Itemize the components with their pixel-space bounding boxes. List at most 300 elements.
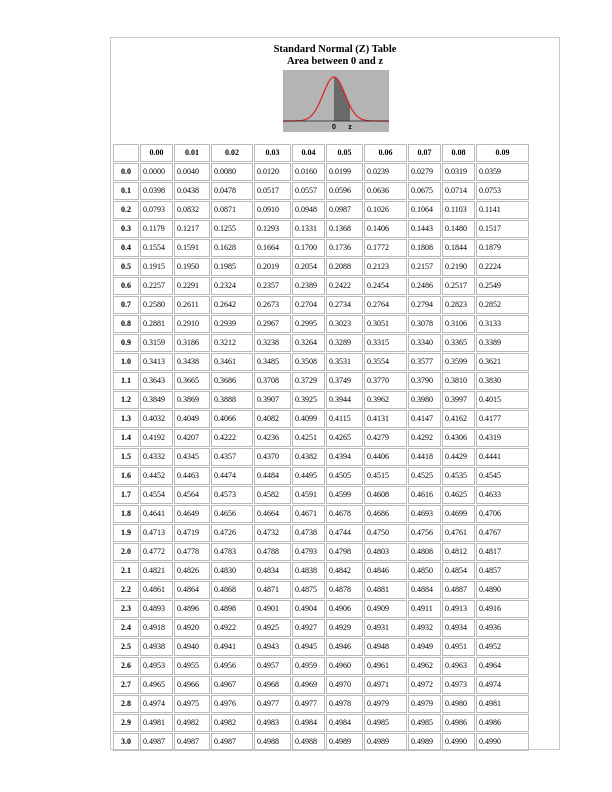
table-cell: 0.1591 (174, 239, 210, 257)
table-row (113, 581, 529, 599)
table-cell: 0.2673 (254, 296, 291, 314)
table-cell: 0.1179 (140, 220, 173, 238)
table-cell: 0.4989 (408, 733, 441, 751)
table-cell: 0.3289 (326, 334, 363, 352)
table-cell: 0.4719 (174, 524, 210, 542)
row-header: 2.5 (113, 638, 139, 656)
table-cell: 0.3461 (211, 353, 253, 371)
table-cell: 0.3770 (364, 372, 407, 390)
table-cell: 0.1808 (408, 239, 441, 257)
table-cell: 0.4744 (326, 524, 363, 542)
table-cell: 0.1064 (408, 201, 441, 219)
table-cell: 0.2224 (476, 258, 529, 276)
table-cell: 0.3365 (442, 334, 475, 352)
table-cell: 0.0832 (174, 201, 210, 219)
table-row (113, 695, 529, 713)
table-cell: 0.4236 (254, 429, 291, 447)
table-cell: 0.4966 (174, 676, 210, 694)
table-cell: 0.4987 (140, 733, 173, 751)
table-cell: 0.3980 (408, 391, 441, 409)
table-cell: 0.4969 (292, 676, 325, 694)
table-cell: 0.4929 (326, 619, 363, 637)
table-cell: 0.4756 (408, 524, 441, 542)
table-cell: 0.4798 (326, 543, 363, 561)
table-cell: 0.0279 (408, 163, 441, 181)
row-header: 2.1 (113, 562, 139, 580)
table-cell: 0.4988 (254, 733, 291, 751)
table-cell: 0.4525 (408, 467, 441, 485)
row-header: 0.4 (113, 239, 139, 257)
table-cell: 0.4922 (211, 619, 253, 637)
table-cell: 0.4968 (254, 676, 291, 694)
table-cell: 0.4934 (442, 619, 475, 637)
table-cell: 0.3888 (211, 391, 253, 409)
row-header: 0.2 (113, 201, 139, 219)
row-header: 0.0 (113, 163, 139, 181)
table-cell: 0.4066 (211, 410, 253, 428)
table-cell: 0.0080 (211, 163, 253, 181)
table-cell: 0.4463 (174, 467, 210, 485)
table-row (113, 372, 529, 390)
table-cell: 0.4608 (364, 486, 407, 504)
table-cell: 0.4878 (326, 581, 363, 599)
table-cell: 0.3133 (476, 315, 529, 333)
table-cell: 0.4686 (364, 505, 407, 523)
table-row (113, 315, 529, 333)
table-cell: 0.1736 (326, 239, 363, 257)
table-cell: 0.4963 (442, 657, 475, 675)
table-row (113, 182, 529, 200)
table-cell: 0.2967 (254, 315, 291, 333)
table-cell: 0.0239 (364, 163, 407, 181)
table-cell: 0.4952 (476, 638, 529, 656)
row-header: 1.7 (113, 486, 139, 504)
table-cell: 0.4881 (364, 581, 407, 599)
table-cell: 0.2054 (292, 258, 325, 276)
table-cell: 0.4925 (254, 619, 291, 637)
table-cell: 0.0987 (326, 201, 363, 219)
table-cell: 0.3485 (254, 353, 291, 371)
table-row (113, 733, 529, 751)
table-cell: 0.0793 (140, 201, 173, 219)
table-cell: 0.0160 (292, 163, 325, 181)
table-cell: 0.4884 (408, 581, 441, 599)
table-cell: 0.2422 (326, 277, 363, 295)
table-cell: 0.4983 (254, 714, 291, 732)
table-cell: 0.4441 (476, 448, 529, 466)
table-cell: 0.2324 (211, 277, 253, 295)
table-cell: 0.1879 (476, 239, 529, 257)
column-header: 0.09 (476, 144, 529, 162)
table-cell: 0.4382 (292, 448, 325, 466)
table-cell: 0.4582 (254, 486, 291, 504)
table-cell: 0.4115 (326, 410, 363, 428)
table-cell: 0.1950 (174, 258, 210, 276)
table-cell: 0.4978 (326, 695, 363, 713)
table-cell: 0.4649 (174, 505, 210, 523)
table-cell: 0.3749 (326, 372, 363, 390)
table-cell: 0.1406 (364, 220, 407, 238)
table-cell: 0.4838 (292, 562, 325, 580)
table-cell: 0.1700 (292, 239, 325, 257)
table-cell: 0.4982 (174, 714, 210, 732)
table-cell: 0.4803 (364, 543, 407, 561)
table-row (113, 505, 529, 523)
table-cell: 0.3997 (442, 391, 475, 409)
table-cell: 0.4984 (326, 714, 363, 732)
table-cell: 0.4967 (211, 676, 253, 694)
table-cell: 0.4945 (292, 638, 325, 656)
table-row (113, 657, 529, 675)
table-cell: 0.4554 (140, 486, 173, 504)
table-cell: 0.0871 (211, 201, 253, 219)
table-cell: 0.2734 (326, 296, 363, 314)
table-cell: 0.1368 (326, 220, 363, 238)
table-cell: 0.0517 (254, 182, 291, 200)
table-cell: 0.4986 (476, 714, 529, 732)
table-cell: 0.4913 (442, 600, 475, 618)
row-header: 3.0 (113, 733, 139, 751)
table-cell: 0.0636 (364, 182, 407, 200)
table-row (113, 353, 529, 371)
table-cell: 0.4332 (140, 448, 173, 466)
table-cell: 0.4861 (140, 581, 173, 599)
table-cell: 0.3830 (476, 372, 529, 390)
table-cell: 0.4974 (140, 695, 173, 713)
table-cell: 0.4099 (292, 410, 325, 428)
row-header: 1.4 (113, 429, 139, 447)
z-label: z (348, 124, 352, 131)
table-cell: 0.1985 (211, 258, 253, 276)
table-cell: 0.3907 (254, 391, 291, 409)
table-cell: 0.4911 (408, 600, 441, 618)
table-cell: 0.3962 (364, 391, 407, 409)
table-cell: 0.4949 (408, 638, 441, 656)
table-cell: 0.4616 (408, 486, 441, 504)
table-cell: 0.4979 (364, 695, 407, 713)
table-cell: 0.4693 (408, 505, 441, 523)
table-cell: 0.4948 (364, 638, 407, 656)
table-cell: 0.1772 (364, 239, 407, 257)
table-cell: 0.4573 (211, 486, 253, 504)
table-cell: 0.1915 (140, 258, 173, 276)
table-row (113, 239, 529, 257)
table-cell: 0.4772 (140, 543, 173, 561)
table-cell: 0.4959 (292, 657, 325, 675)
table-cell: 0.4131 (364, 410, 407, 428)
table-cell: 0.4988 (292, 733, 325, 751)
table-cell: 0.4495 (292, 467, 325, 485)
table-body (113, 163, 529, 751)
table-cell: 0.3708 (254, 372, 291, 390)
table-cell: 0.1664 (254, 239, 291, 257)
table-cell: 0.4956 (211, 657, 253, 675)
table-cell: 0.4394 (326, 448, 363, 466)
table-cell: 0.4976 (211, 695, 253, 713)
table-cell: 0.3790 (408, 372, 441, 390)
table-cell: 0.4429 (442, 448, 475, 466)
column-header: 0.01 (174, 144, 210, 162)
table-cell: 0.3051 (364, 315, 407, 333)
row-header: 1.2 (113, 391, 139, 409)
table-cell: 0.4981 (476, 695, 529, 713)
table-row (113, 638, 529, 656)
table-row (113, 296, 529, 314)
table-cell: 0.4251 (292, 429, 325, 447)
table-cell: 0.1255 (211, 220, 253, 238)
column-header: 0.05 (326, 144, 363, 162)
table-cell: 0.4484 (254, 467, 291, 485)
table-cell: 0.4207 (174, 429, 210, 447)
table-cell: 0.4970 (326, 676, 363, 694)
table-cell: 0.4984 (292, 714, 325, 732)
table-title: Standard Normal (Z) Table (273, 44, 397, 55)
table-cell: 0.4793 (292, 543, 325, 561)
table-cell: 0.1517 (476, 220, 529, 238)
table-cell: 0.4788 (254, 543, 291, 561)
row-header: 2.9 (113, 714, 139, 732)
table-cell: 0.4955 (174, 657, 210, 675)
table-cell: 0.4192 (140, 429, 173, 447)
table-cell: 0.4943 (254, 638, 291, 656)
table-row (113, 524, 529, 542)
table-cell: 0.4987 (211, 733, 253, 751)
table-cell: 0.2704 (292, 296, 325, 314)
header-row (113, 144, 529, 162)
table-cell: 0.0000 (140, 163, 173, 181)
table-cell: 0.4909 (364, 600, 407, 618)
table-cell: 0.3186 (174, 334, 210, 352)
table-cell: 0.4868 (211, 581, 253, 599)
table-cell: 0.4936 (476, 619, 529, 637)
table-cell: 0.4990 (476, 733, 529, 751)
table-cell: 0.4345 (174, 448, 210, 466)
table-cell: 0.4292 (408, 429, 441, 447)
table-cell: 0.3159 (140, 334, 173, 352)
table-cell: 0.4564 (174, 486, 210, 504)
table-cell: 0.3531 (326, 353, 363, 371)
row-header: 2.3 (113, 600, 139, 618)
table-cell: 0.4812 (442, 543, 475, 561)
table-cell: 0.4162 (442, 410, 475, 428)
table-cell: 0.4049 (174, 410, 210, 428)
table-cell: 0.4032 (140, 410, 173, 428)
table-row (113, 220, 529, 238)
table-cell: 0.0714 (442, 182, 475, 200)
table-cell: 0.4974 (476, 676, 529, 694)
table-cell: 0.0438 (174, 182, 210, 200)
table-cell: 0.0199 (326, 163, 363, 181)
table-cell: 0.1443 (408, 220, 441, 238)
table-cell: 0.4985 (408, 714, 441, 732)
z-table-frame (110, 37, 560, 750)
table-cell: 0.4875 (292, 581, 325, 599)
table-cell: 0.3665 (174, 372, 210, 390)
table-cell: 0.4808 (408, 543, 441, 561)
table-cell: 0.4817 (476, 543, 529, 561)
table-cell: 0.3315 (364, 334, 407, 352)
table-cell: 0.1293 (254, 220, 291, 238)
table-cell: 0.2580 (140, 296, 173, 314)
table-cell: 0.4901 (254, 600, 291, 618)
table-cell: 0.4821 (140, 562, 173, 580)
zero-label: 0 (332, 124, 336, 131)
table-cell: 0.4938 (140, 638, 173, 656)
title-block (111, 38, 559, 68)
table-cell: 0.2611 (174, 296, 210, 314)
row-header: 2.8 (113, 695, 139, 713)
row-header: 0.1 (113, 182, 139, 200)
table-cell: 0.3810 (442, 372, 475, 390)
table-cell: 0.4738 (292, 524, 325, 542)
table-cell: 0.1026 (364, 201, 407, 219)
table-cell: 0.3340 (408, 334, 441, 352)
table-cell: 0.4864 (174, 581, 210, 599)
row-header: 0.8 (113, 315, 139, 333)
table-cell: 0.0675 (408, 182, 441, 200)
table-cell: 0.4842 (326, 562, 363, 580)
table-cell: 0.2454 (364, 277, 407, 295)
row-header: 1.6 (113, 467, 139, 485)
row-header: 0.3 (113, 220, 139, 238)
table-cell: 0.4147 (408, 410, 441, 428)
table-cell: 0.2088 (326, 258, 363, 276)
column-header: 0.04 (292, 144, 325, 162)
table-cell: 0.4960 (326, 657, 363, 675)
table-cell: 0.3023 (326, 315, 363, 333)
table-cell: 0.4599 (326, 486, 363, 504)
table-cell: 0.4962 (408, 657, 441, 675)
table-cell: 0.4918 (140, 619, 173, 637)
table-row (113, 201, 529, 219)
table-row (113, 714, 529, 732)
table-cell: 0.4989 (326, 733, 363, 751)
normal-curve-figure (283, 70, 389, 132)
table-cell: 0.4713 (140, 524, 173, 542)
table-row (113, 448, 529, 466)
table-cell: 0.2157 (408, 258, 441, 276)
table-cell: 0.4678 (326, 505, 363, 523)
table-cell: 0.4964 (476, 657, 529, 675)
table-cell: 0.2190 (442, 258, 475, 276)
table-cell: 0.3212 (211, 334, 253, 352)
table-cell: 0.4778 (174, 543, 210, 561)
row-header: 1.0 (113, 353, 139, 371)
table-cell: 0.4920 (174, 619, 210, 637)
table-cell: 0.2389 (292, 277, 325, 295)
table-cell: 0.4664 (254, 505, 291, 523)
column-header: 0.06 (364, 144, 407, 162)
table-cell: 0.4941 (211, 638, 253, 656)
table-cell: 0.4887 (442, 581, 475, 599)
table-cell: 0.4893 (140, 600, 173, 618)
table-cell: 0.4916 (476, 600, 529, 618)
table-cell: 0.2794 (408, 296, 441, 314)
table-cell: 0.3438 (174, 353, 210, 371)
table-cell: 0.4750 (364, 524, 407, 542)
table-cell: 0.2357 (254, 277, 291, 295)
table-cell: 0.3106 (442, 315, 475, 333)
table-cell: 0.3869 (174, 391, 210, 409)
table-cell: 0.2517 (442, 277, 475, 295)
table-cell: 0.4306 (442, 429, 475, 447)
table-cell: 0.4591 (292, 486, 325, 504)
table-cell: 0.4896 (174, 600, 210, 618)
corner-cell (113, 144, 139, 162)
z-table (112, 143, 530, 752)
table-row (113, 429, 529, 447)
table-cell: 0.2995 (292, 315, 325, 333)
table-cell: 0.4989 (364, 733, 407, 751)
table-row (113, 543, 529, 561)
table-cell: 0.4357 (211, 448, 253, 466)
table-cell: 0.0359 (476, 163, 529, 181)
table-cell: 0.0040 (174, 163, 210, 181)
row-header: 0.6 (113, 277, 139, 295)
table-cell: 0.4545 (476, 467, 529, 485)
table-cell: 0.1480 (442, 220, 475, 238)
table-cell: 0.1844 (442, 239, 475, 257)
table-cell: 0.4633 (476, 486, 529, 504)
table-cell: 0.4418 (408, 448, 441, 466)
table-cell: 0.0120 (254, 163, 291, 181)
row-header: 1.3 (113, 410, 139, 428)
table-cell: 0.3944 (326, 391, 363, 409)
table-cell: 0.4656 (211, 505, 253, 523)
table-cell: 0.4641 (140, 505, 173, 523)
table-cell: 0.4975 (174, 695, 210, 713)
table-cell: 0.4846 (364, 562, 407, 580)
column-header: 0.02 (211, 144, 253, 162)
table-cell: 0.2123 (364, 258, 407, 276)
table-subtitle: Area between 0 and z (286, 56, 384, 67)
table-cell: 0.3264 (292, 334, 325, 352)
column-header: 0.07 (408, 144, 441, 162)
row-header: 1.5 (113, 448, 139, 466)
table-cell: 0.3686 (211, 372, 253, 390)
row-header: 2.0 (113, 543, 139, 561)
table-cell: 0.4265 (326, 429, 363, 447)
table-cell: 0.4946 (326, 638, 363, 656)
table-cell: 0.4977 (254, 695, 291, 713)
table-cell: 0.2764 (364, 296, 407, 314)
table-cell: 0.4625 (442, 486, 475, 504)
table-cell: 0.4535 (442, 467, 475, 485)
table-cell: 0.4951 (442, 638, 475, 656)
table-cell: 0.0398 (140, 182, 173, 200)
table-cell: 0.4850 (408, 562, 441, 580)
row-header: 0.9 (113, 334, 139, 352)
table-row (113, 562, 529, 580)
table-cell: 0.2823 (442, 296, 475, 314)
table-cell: 0.4830 (211, 562, 253, 580)
table-cell: 0.4961 (364, 657, 407, 675)
table-cell: 0.4971 (364, 676, 407, 694)
table-cell: 0.2486 (408, 277, 441, 295)
table-cell: 0.4015 (476, 391, 529, 409)
table-row (113, 676, 529, 694)
row-header: 1.8 (113, 505, 139, 523)
table-cell: 0.4982 (211, 714, 253, 732)
table-cell: 0.3078 (408, 315, 441, 333)
table-cell: 0.4979 (408, 695, 441, 713)
table-cell: 0.3508 (292, 353, 325, 371)
table-cell: 0.3621 (476, 353, 529, 371)
table-cell: 0.3238 (254, 334, 291, 352)
column-header: 0.08 (442, 144, 475, 162)
table-row (113, 163, 529, 181)
table-cell: 0.4826 (174, 562, 210, 580)
